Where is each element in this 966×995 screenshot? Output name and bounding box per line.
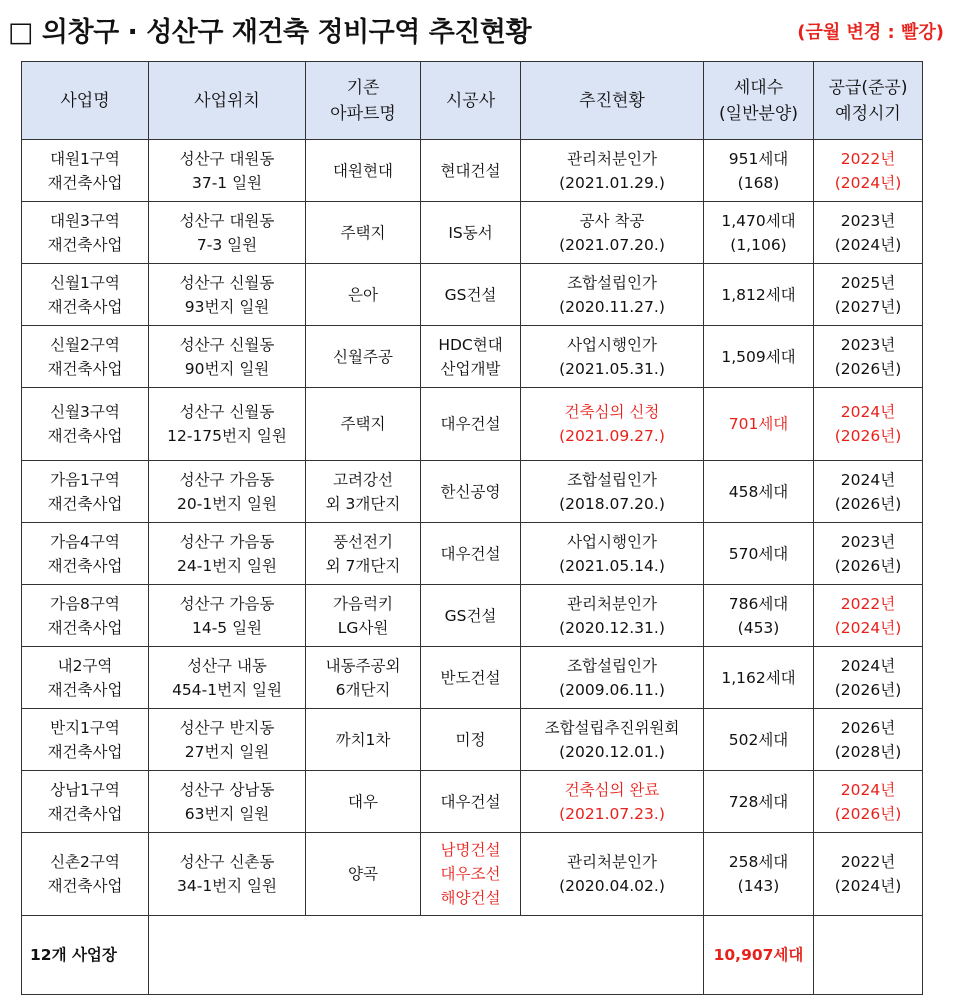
cell-apartment: 주택지	[306, 202, 421, 264]
cell-location: 성산구 내동 454-1번지 일원	[149, 647, 306, 709]
total-row	[22, 916, 923, 995]
total-supply-empty	[814, 916, 923, 995]
cell-builder: GS건설	[421, 585, 521, 647]
col-header-status: 추진현황	[521, 62, 704, 140]
cell-units: 951세대 (168)	[704, 140, 814, 202]
table-row	[22, 264, 923, 326]
cell-location: 성산구 신월동 90번지 일원	[149, 326, 306, 388]
cell-supply: 2022년 (2024년)	[814, 140, 923, 202]
cell-name: 대원3구역 재건축사업	[22, 202, 149, 264]
cell-builder: GS건설	[421, 264, 521, 326]
col-header-location: 사업위치	[149, 62, 306, 140]
cell-builder: 미정	[421, 709, 521, 771]
col-header-units: 세대수 (일반분양)	[704, 62, 814, 140]
cell-apartment: 풍선전기 외 7개단지	[306, 523, 421, 585]
cell-apartment: 은아	[306, 264, 421, 326]
cell-apartment: 내동주공외 6개단지	[306, 647, 421, 709]
table-row	[22, 202, 923, 264]
cell-units: 701세대	[704, 388, 814, 461]
cell-apartment: 대원현대	[306, 140, 421, 202]
cell-units: 570세대	[704, 523, 814, 585]
cell-status: 사업시행인가 (2021.05.31.)	[521, 326, 704, 388]
cell-builder: IS동서	[421, 202, 521, 264]
cell-builder: 대우건설	[421, 388, 521, 461]
cell-status: 건축심의 완료 (2021.07.23.)	[521, 771, 704, 833]
cell-units: 458세대	[704, 461, 814, 523]
table-row	[22, 709, 923, 771]
cell-location: 성산구 가음동 24-1번지 일원	[149, 523, 306, 585]
cell-apartment: 가음럭키 LG사원	[306, 585, 421, 647]
cell-name: 내2구역 재건축사업	[22, 647, 149, 709]
cell-units: 1,162세대	[704, 647, 814, 709]
table-row	[22, 771, 923, 833]
cell-status: 공사 착공 (2021.07.20.)	[521, 202, 704, 264]
cell-supply: 2023년 (2024년)	[814, 202, 923, 264]
cell-builder: 반도건설	[421, 647, 521, 709]
cell-builder: HDC현대 산업개발	[421, 326, 521, 388]
cell-units: 1,470세대 (1,106)	[704, 202, 814, 264]
table-row	[22, 523, 923, 585]
cell-location: 성산구 상남동 63번지 일원	[149, 771, 306, 833]
cell-name: 가음4구역 재건축사업	[22, 523, 149, 585]
col-header-supply: 공급(준공) 예정시기	[814, 62, 923, 140]
change-legend: (금월 변경 : 빨강)	[797, 22, 944, 43]
cell-units: 1,509세대	[704, 326, 814, 388]
cell-location: 성산구 가음동 14-5 일원	[149, 585, 306, 647]
page-title: □ 의창구 · 성산구 재건축 정비구역 추진현황	[8, 17, 532, 48]
cell-name: 반지1구역 재건축사업	[22, 709, 149, 771]
cell-name: 신촌2구역 재건축사업	[22, 833, 149, 916]
cell-builder: 현대건설	[421, 140, 521, 202]
cell-supply: 2024년 (2026년)	[814, 388, 923, 461]
table-row	[22, 461, 923, 523]
total-units: 10,907세대	[704, 916, 814, 995]
cell-units: 502세대	[704, 709, 814, 771]
cell-status: 조합설립인가 (2009.06.11.)	[521, 647, 704, 709]
cell-status: 조합설립추진위원회 (2020.12.01.)	[521, 709, 704, 771]
cell-name: 신월2구역 재건축사업	[22, 326, 149, 388]
cell-units: 258세대 (143)	[704, 833, 814, 916]
cell-location: 성산구 대원동 37-1 일원	[149, 140, 306, 202]
table-row	[22, 140, 923, 202]
cell-supply: 2024년 (2026년)	[814, 647, 923, 709]
cell-name: 가음8구역 재건축사업	[22, 585, 149, 647]
cell-units: 786세대 (453)	[704, 585, 814, 647]
cell-apartment: 고려강선 외 3개단지	[306, 461, 421, 523]
cell-supply: 2024년 (2026년)	[814, 461, 923, 523]
cell-supply: 2022년 (2024년)	[814, 585, 923, 647]
cell-apartment: 신월주공	[306, 326, 421, 388]
cell-builder: 한신공영	[421, 461, 521, 523]
table-row	[22, 388, 923, 461]
cell-status: 관리처분인가 (2020.12.31.)	[521, 585, 704, 647]
col-header-apartment: 기존 아파트명	[306, 62, 421, 140]
cell-supply: 2022년 (2024년)	[814, 833, 923, 916]
cell-location: 성산구 가음동 20-1번지 일원	[149, 461, 306, 523]
col-header-builder: 시공사	[421, 62, 521, 140]
cell-status: 조합설립인가 (2018.07.20.)	[521, 461, 704, 523]
cell-status: 관리처분인가 (2020.04.02.)	[521, 833, 704, 916]
cell-status: 관리처분인가 (2021.01.29.)	[521, 140, 704, 202]
cell-name: 상남1구역 재건축사업	[22, 771, 149, 833]
table-row	[22, 833, 923, 916]
cell-status: 건축심의 신청 (2021.09.27.)	[521, 388, 704, 461]
cell-supply: 2026년 (2028년)	[814, 709, 923, 771]
cell-builder: 대우건설	[421, 771, 521, 833]
col-header-name: 사업명	[22, 62, 149, 140]
cell-units: 728세대	[704, 771, 814, 833]
cell-name: 가음1구역 재건축사업	[22, 461, 149, 523]
cell-apartment: 대우	[306, 771, 421, 833]
cell-supply: 2024년 (2026년)	[814, 771, 923, 833]
cell-location: 성산구 신월동 93번지 일원	[149, 264, 306, 326]
table-row	[22, 326, 923, 388]
total-label: 12개 사업장	[22, 916, 149, 995]
cell-name: 신월1구역 재건축사업	[22, 264, 149, 326]
page-header	[0, 0, 966, 60]
table-row	[22, 585, 923, 647]
cell-supply: 2023년 (2026년)	[814, 326, 923, 388]
table-header-row	[22, 62, 923, 140]
cell-status: 사업시행인가 (2021.05.14.)	[521, 523, 704, 585]
cell-builder: 대우건설	[421, 523, 521, 585]
reconstruction-status-table	[21, 61, 923, 995]
cell-apartment: 까치1차	[306, 709, 421, 771]
cell-units: 1,812세대	[704, 264, 814, 326]
cell-location: 성산구 대원동 7-3 일원	[149, 202, 306, 264]
table-row	[22, 647, 923, 709]
total-empty-cell	[149, 916, 704, 995]
cell-supply: 2023년 (2026년)	[814, 523, 923, 585]
cell-supply: 2025년 (2027년)	[814, 264, 923, 326]
cell-apartment: 주택지	[306, 388, 421, 461]
cell-name: 대원1구역 재건축사업	[22, 140, 149, 202]
cell-status: 조합설립인가 (2020.11.27.)	[521, 264, 704, 326]
cell-location: 성산구 신촌동 34-1번지 일원	[149, 833, 306, 916]
cell-location: 성산구 반지동 27번지 일원	[149, 709, 306, 771]
cell-apartment: 양곡	[306, 833, 421, 916]
cell-builder: 남명건설 대우조선 해양건설	[421, 833, 521, 916]
cell-name: 신월3구역 재건축사업	[22, 388, 149, 461]
cell-location: 성산구 신월동 12-175번지 일원	[149, 388, 306, 461]
